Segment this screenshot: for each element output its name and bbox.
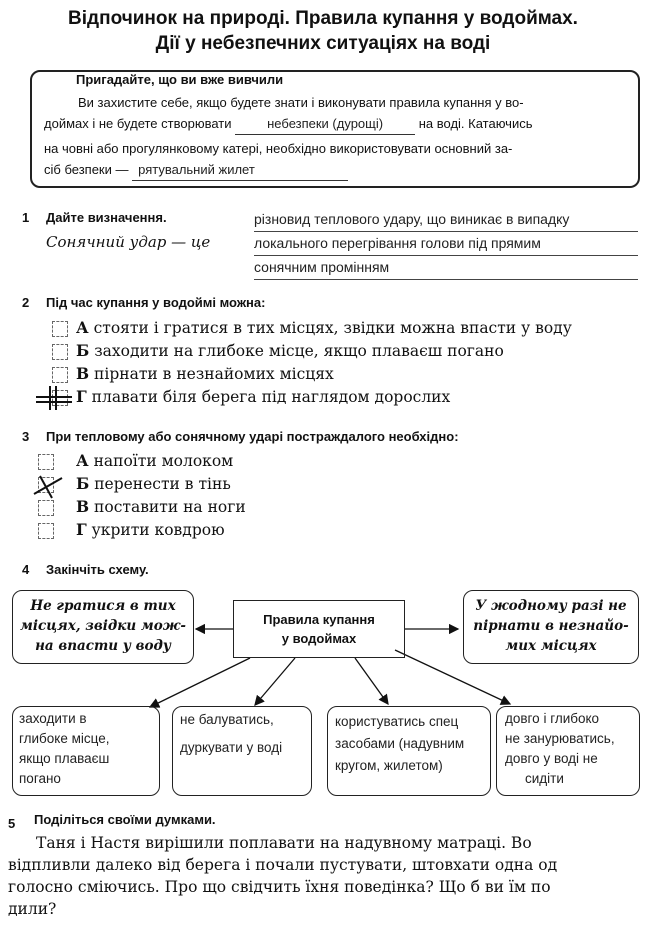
right-box-line-2: пірнати в незнайо- — [473, 618, 629, 634]
schema-bottom-box-2[interactable] — [172, 706, 312, 796]
page-title: Відпочинок на природі. Правила купання у водоймах. — [68, 8, 578, 29]
schema-bottom-box-4[interactable] — [496, 706, 640, 796]
bottom-box-1-line-4: погано — [19, 771, 61, 786]
recall-line-4-start: сіб безпеки — — [44, 162, 129, 177]
left-box-line-2: місцях, звідки мож- — [20, 618, 186, 634]
task-4-number: 4 — [22, 562, 30, 577]
task-5-line-2: відпливли далеко від берега і почали пустувати, штовхати одна од — [8, 856, 558, 874]
schema-bottom-box-3[interactable] — [327, 706, 491, 796]
recall-line-2-end: на воді. Катаючись — [418, 116, 533, 131]
bottom-box-4-line-1: довго і глибоко — [505, 711, 600, 726]
checkbox-2c[interactable] — [52, 367, 68, 383]
left-box-line-3: на впасти у воду — [35, 638, 171, 654]
page-subtitle: Дії у небезпечних ситуаціях на воді — [155, 33, 491, 54]
bottom-box-1-line-1: заходити в — [19, 711, 87, 726]
recall-line-2-start: доймах і не будете створювати — [44, 116, 232, 131]
answer-line-1: різновид теплового удару, що виникає в випадку — [254, 208, 638, 232]
task-1-answer[interactable] — [254, 208, 638, 280]
option-2c: В пірнати в незнайомих місцях — [76, 364, 334, 383]
option-3d: Г укрити ковдрою — [76, 520, 225, 539]
schema-center-line-1: Правила купання — [263, 612, 375, 627]
task-1-term: Сонячний удар — це — [46, 233, 211, 251]
option-3a: А напоїти молоком — [76, 451, 234, 470]
answer-line-2: локального перегрівання голови під прямим — [254, 232, 638, 256]
task-5-paragraph — [8, 832, 640, 920]
task-4-title: Закінчіть схему. — [46, 562, 149, 577]
cross-mark-icon — [30, 472, 66, 500]
bottom-box-3-line-1: користуватись спец — [335, 714, 459, 729]
checkbox-3d[interactable] — [38, 523, 54, 539]
option-2d: Г плавати біля берега під наглядом дорослих — [76, 387, 451, 406]
recall-line-2 — [44, 113, 532, 135]
schema-left-box[interactable] — [12, 590, 194, 664]
task-5-line-1: Таня і Настя вирішили поплавати на надувному матраці. Во — [36, 834, 532, 852]
left-box-line-1: Не гратися в тих — [30, 598, 176, 614]
bottom-box-4-line-2: не занурюватись, — [505, 731, 615, 746]
option-3c: В поставити на ноги — [76, 497, 246, 516]
right-box-line-1: У жодному разі не — [475, 598, 627, 614]
recall-line-1: Ви захистите себе, якщо будете знати і виконувати правила купання у во- — [78, 95, 524, 110]
answer-line-3: сонячним промінням — [254, 256, 638, 280]
bottom-box-4-line-3: довго у воді не — [505, 751, 598, 766]
option-2b: Б заходити на глибоке місце, якщо плаваєш погано — [76, 341, 504, 360]
bottom-box-1-line-2: глибоке місце, — [19, 731, 110, 746]
task-5-title: Поділіться своїми думками. — [34, 812, 216, 827]
bottom-box-1-line-3: якщо плаваєш — [19, 751, 110, 766]
task-3-title: При тепловому або сонячному ударі постраждалого необхідно: — [46, 429, 459, 444]
task-5-line-3: голосно сміючись. Про що свідчить їхня поведінка? Що б ви їм по — [8, 878, 551, 896]
recall-answer-1[interactable]: небезпеки (дурощі) — [235, 113, 415, 135]
option-2a: А стояти і гратися в тих місцях, звідки можна впасти у воду — [76, 318, 572, 337]
checkbox-2a[interactable] — [52, 321, 68, 337]
schema-right-box[interactable] — [463, 590, 639, 664]
recall-line-3: на човні або прогулянковому катері, необхідно використовувати основний за- — [44, 141, 513, 156]
bottom-box-3-line-3: кругом, жилетом) — [335, 758, 443, 773]
check-mark-icon — [34, 384, 74, 412]
bottom-box-4-line-4: сидіти — [525, 771, 564, 786]
checkbox-2b[interactable] — [52, 344, 68, 360]
checkbox-3c[interactable] — [38, 500, 54, 516]
bottom-box-2-line-2: дуркувати у воді — [180, 740, 283, 755]
right-box-line-3: мих місцях — [505, 638, 597, 654]
bottom-box-2-line-1: не балуватись, — [180, 712, 274, 727]
task-3-number: 3 — [22, 429, 30, 444]
recall-line-4 — [44, 159, 348, 181]
task-1-title: Дайте визначення. — [46, 210, 167, 225]
task-2-number: 2 — [22, 295, 30, 310]
schema-center-line-2: у водоймах — [281, 631, 357, 646]
schema-bottom-box-1[interactable] — [12, 706, 160, 796]
task-2-title: Під час купання у водоймі можна: — [46, 295, 266, 310]
option-3b: Б перенести в тінь — [76, 474, 231, 493]
task-5-number: 5 — [8, 816, 16, 831]
checkbox-3a[interactable] — [38, 454, 54, 470]
task-1-number: 1 — [22, 210, 30, 225]
bottom-box-3-line-2: засобами (надувним — [335, 736, 465, 751]
task-5-line-4: дили? — [8, 900, 57, 918]
recall-answer-2[interactable]: рятувальний жилет — [132, 159, 348, 181]
recall-heading: Пригадайте, що ви вже вивчили — [76, 72, 284, 87]
schema-center-box — [233, 600, 405, 658]
